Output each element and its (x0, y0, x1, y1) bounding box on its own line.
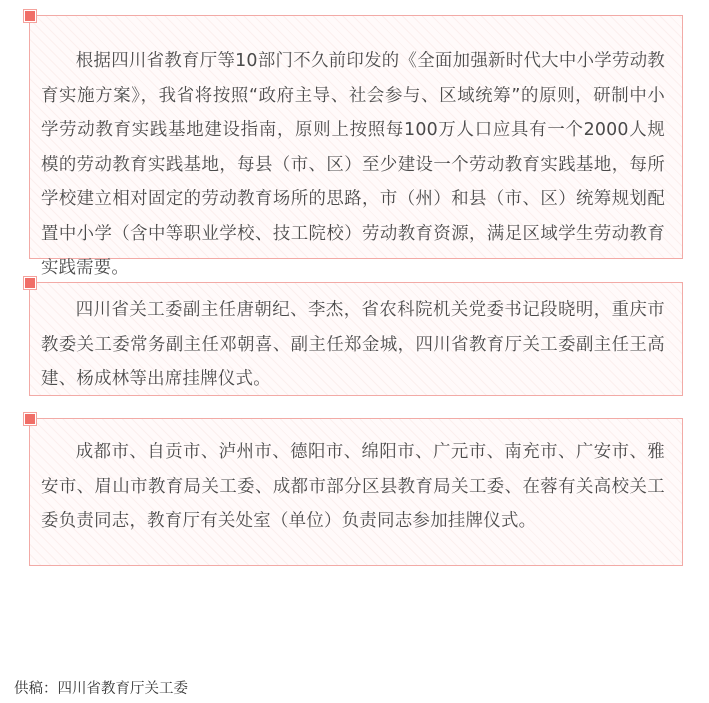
paragraph-3: 成都市、自贡市、泸州市、德阳市、绵阳市、广元市、南充市、广安市、雅安市、眉山市教育局关工委、成都市部分区县教育局关工委、在蓉有关高校关工委负责同志，教育厅有关处室（单位）负责同志参加挂牌仪式。 (41, 442, 665, 531)
content-card-3 (29, 418, 683, 566)
content-card-1 (29, 15, 683, 278)
paragraph-2: 四川省关工委副主任唐朝纪、李杰，省农科院机关党委书记段晓明，重庆市教委关工委常务副主任邓朝喜、副主任郑金城，四川省教育厅关工委副主任王高建、杨成林等出席挂牌仪式。 (41, 300, 665, 389)
content-card-2 (29, 282, 683, 396)
paragraph-1: 根据四川省教育厅等10部门不久前印发的《全面加强新时代大中小学劳动教育实施方案》，我省将按照“政府主导、社会参与、区域统筹”的原则，研制中小学劳动教育实践基地建设指南，原则上按照每100万人口应具有一个2000人规模的劳动教育实践基地，每县（市、区）至少建设一个劳动教育实践基地，每所学校建立相对固定的劳动教育场所的思路，市（州）和县（市、区）统筹规划配置中小学（含中等职业学校、技工院校）劳动教育资源，满足区域学生劳动教育实践需要。 (41, 51, 665, 278)
source-credit: 供稿：四川省教育厅关工委 (14, 681, 188, 697)
corner-square-icon (24, 413, 36, 425)
corner-square-icon (24, 277, 36, 289)
corner-square-icon (24, 10, 36, 22)
